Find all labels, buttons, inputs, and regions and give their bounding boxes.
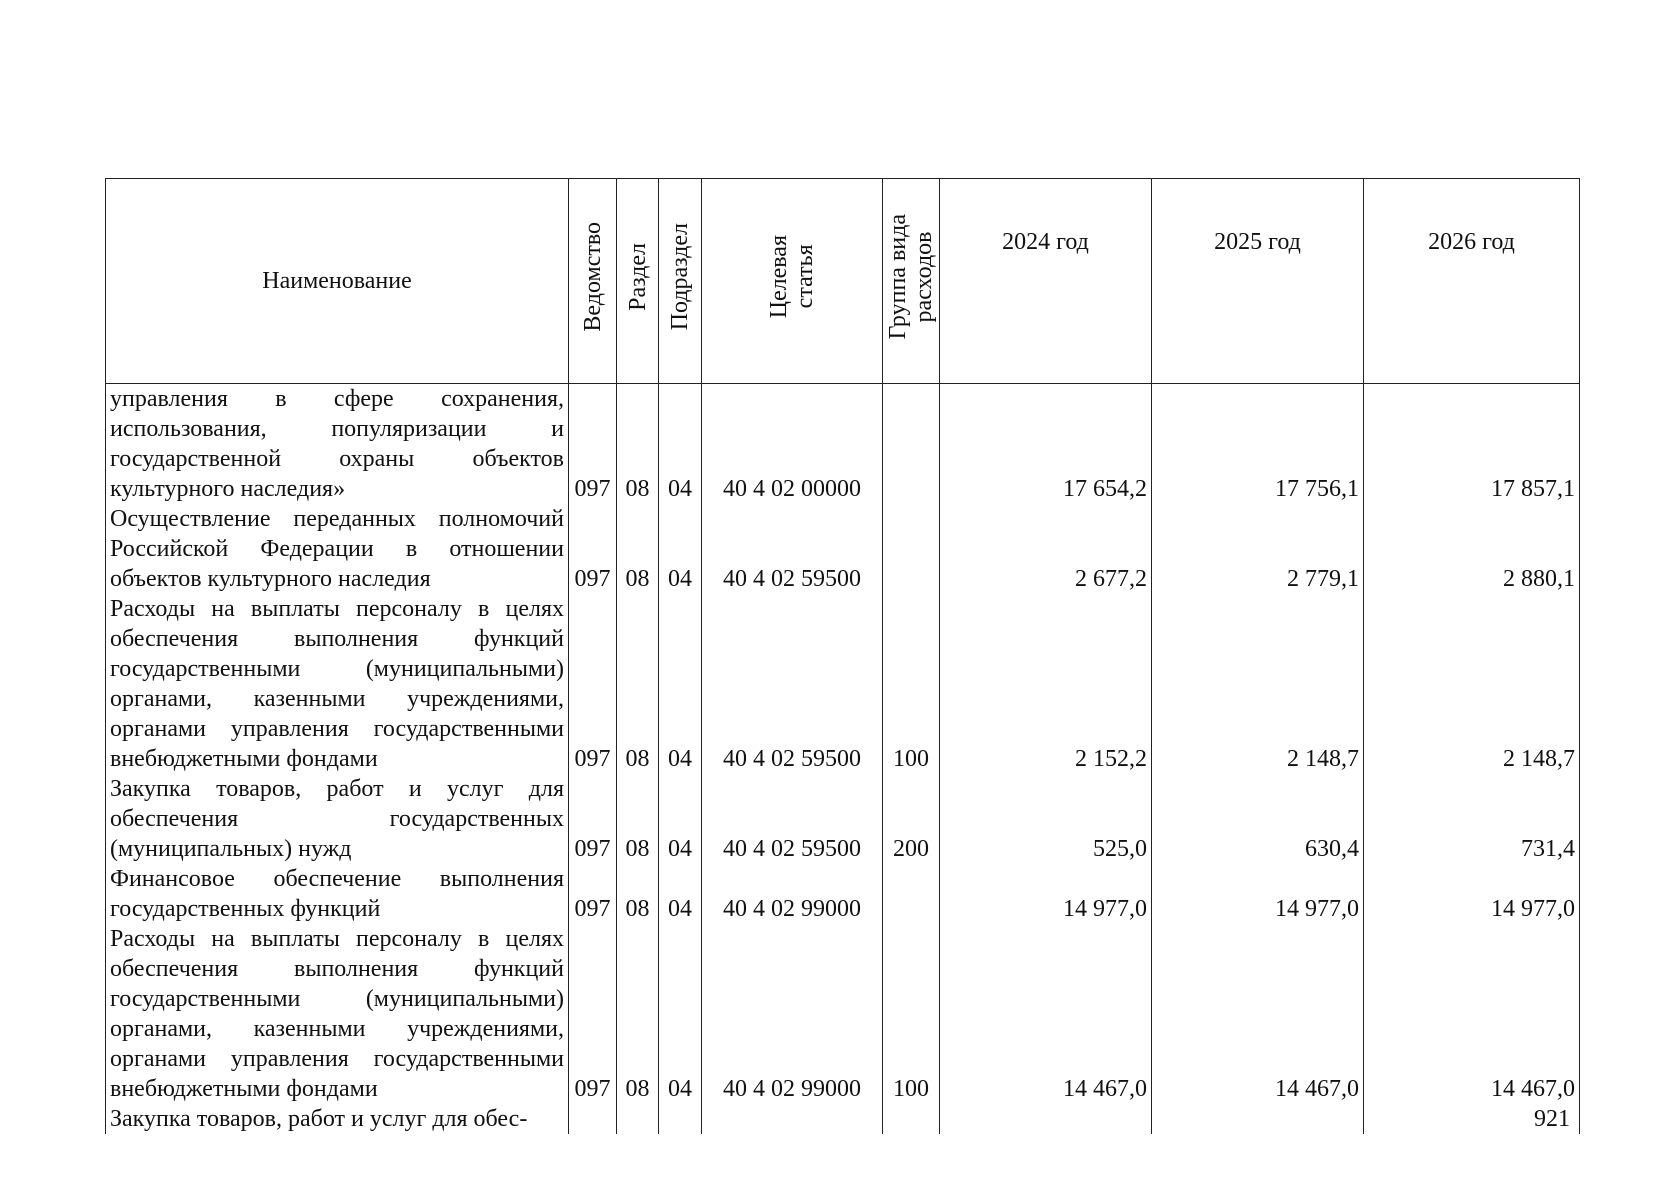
cell-y2024: 2 152,2 [940,594,1152,774]
table-body [106,384,1580,1135]
cell-y2026: 731,4 [1364,774,1580,864]
cell-dept: 097 [569,774,617,864]
cell-name: Закупка товаров, работ и услуг для обеспечения государственных (муниципальных) нужд [106,774,569,864]
cell-target: 40 4 02 59500 [702,504,883,594]
cell-group: 200 [883,774,940,864]
cell-subsection: 04 [659,924,702,1104]
cell-y2025: 14 467,0 [1152,924,1364,1104]
cell-section [617,1104,659,1134]
cell-dept [569,1104,617,1134]
cell-subsection: 04 [659,864,702,924]
cell-dept: 097 [569,384,617,505]
cell-group [883,864,940,924]
col-header-2024: 2024 год [940,179,1152,384]
cell-dept: 097 [569,594,617,774]
cell-y2024: 14 467,0 [940,924,1152,1104]
cell-name: Расходы на выплаты персоналу в целях обеспечения выполнения функций государственными (муниципальными) органами, казенными учреждениями, органами управления государственными внебюджетными фондами [106,924,569,1104]
cell-subsection: 04 [659,594,702,774]
cell-group [883,1104,940,1134]
cell-group: 100 [883,924,940,1104]
cell-group [883,384,940,505]
cell-target: 40 4 02 99000 [702,864,883,924]
cell-name: Финансовое обеспечение выполнения государственных функций [106,864,569,924]
cell-y2025: 2 779,1 [1152,504,1364,594]
cell-group: 100 [883,594,940,774]
col-header-dept: Ведомство [569,179,617,384]
cell-section: 08 [617,594,659,774]
cell-name: управления в сфере сохранения, использования, популяризации и государственной охраны объектов культурного наследия» [106,384,569,505]
cell-subsection: 04 [659,384,702,505]
table-row [106,384,1580,505]
cell-y2026: 14 977,0 [1364,864,1580,924]
table-row [106,924,1580,1104]
page-number: 921 [1534,1106,1570,1132]
cell-y2025: 14 977,0 [1152,864,1364,924]
cell-name: Расходы на выплаты персоналу в целях обеспечения выполнения функций государственными (муниципальными) органами, казенными учреждениями, органами управления государственными внебюджетными фондами [106,594,569,774]
table-row [106,774,1580,864]
cell-y2024: 14 977,0 [940,864,1152,924]
cell-section: 08 [617,384,659,505]
cell-y2026: 17 857,1 [1364,384,1580,505]
cell-section: 08 [617,774,659,864]
cell-y2025 [1152,1104,1364,1134]
table-row [106,864,1580,924]
cell-section: 08 [617,504,659,594]
cell-target: 40 4 02 99000 [702,924,883,1104]
cell-y2025: 630,4 [1152,774,1364,864]
col-header-subsection: Подраздел [659,179,702,384]
cell-y2026: 2 148,7 [1364,594,1580,774]
cell-target: 40 4 02 59500 [702,594,883,774]
cell-y2026: 2 880,1 [1364,504,1580,594]
cell-group [883,504,940,594]
col-header-target: Целевая статья [702,179,883,384]
cell-dept: 097 [569,504,617,594]
cell-name: Закупка товаров, работ и услуг для обес- [106,1104,569,1134]
cell-section: 08 [617,924,659,1104]
table-row [106,594,1580,774]
col-header-section: Раздел [617,179,659,384]
col-header-2025: 2025 год [1152,179,1364,384]
cell-subsection: 04 [659,504,702,594]
cell-subsection [659,1104,702,1134]
table-row [106,1104,1580,1134]
cell-section: 08 [617,864,659,924]
cell-y2024: 2 677,2 [940,504,1152,594]
cell-target: 40 4 02 59500 [702,774,883,864]
cell-dept: 097 [569,924,617,1104]
cell-y2024 [940,1104,1152,1134]
cell-dept: 097 [569,864,617,924]
cell-target [702,1104,883,1134]
table-row [106,504,1580,594]
cell-target: 40 4 02 00000 [702,384,883,505]
cell-y2025: 17 756,1 [1152,384,1364,505]
cell-y2026: 14 467,0 [1364,924,1580,1104]
cell-y2024: 17 654,2 [940,384,1152,505]
cell-name: Осуществление переданных полномочий Российской Федерации в отношении объектов культурного наследия [106,504,569,594]
cell-y2025: 2 148,7 [1152,594,1364,774]
table-header [106,179,1580,384]
cell-subsection: 04 [659,774,702,864]
col-header-exp-group: Группа вида расходов [883,179,940,384]
col-header-2026: 2026 год [1364,179,1580,384]
col-header-name: Наименование [106,179,569,384]
cell-y2024: 525,0 [940,774,1152,864]
budget-table [105,178,1580,1134]
